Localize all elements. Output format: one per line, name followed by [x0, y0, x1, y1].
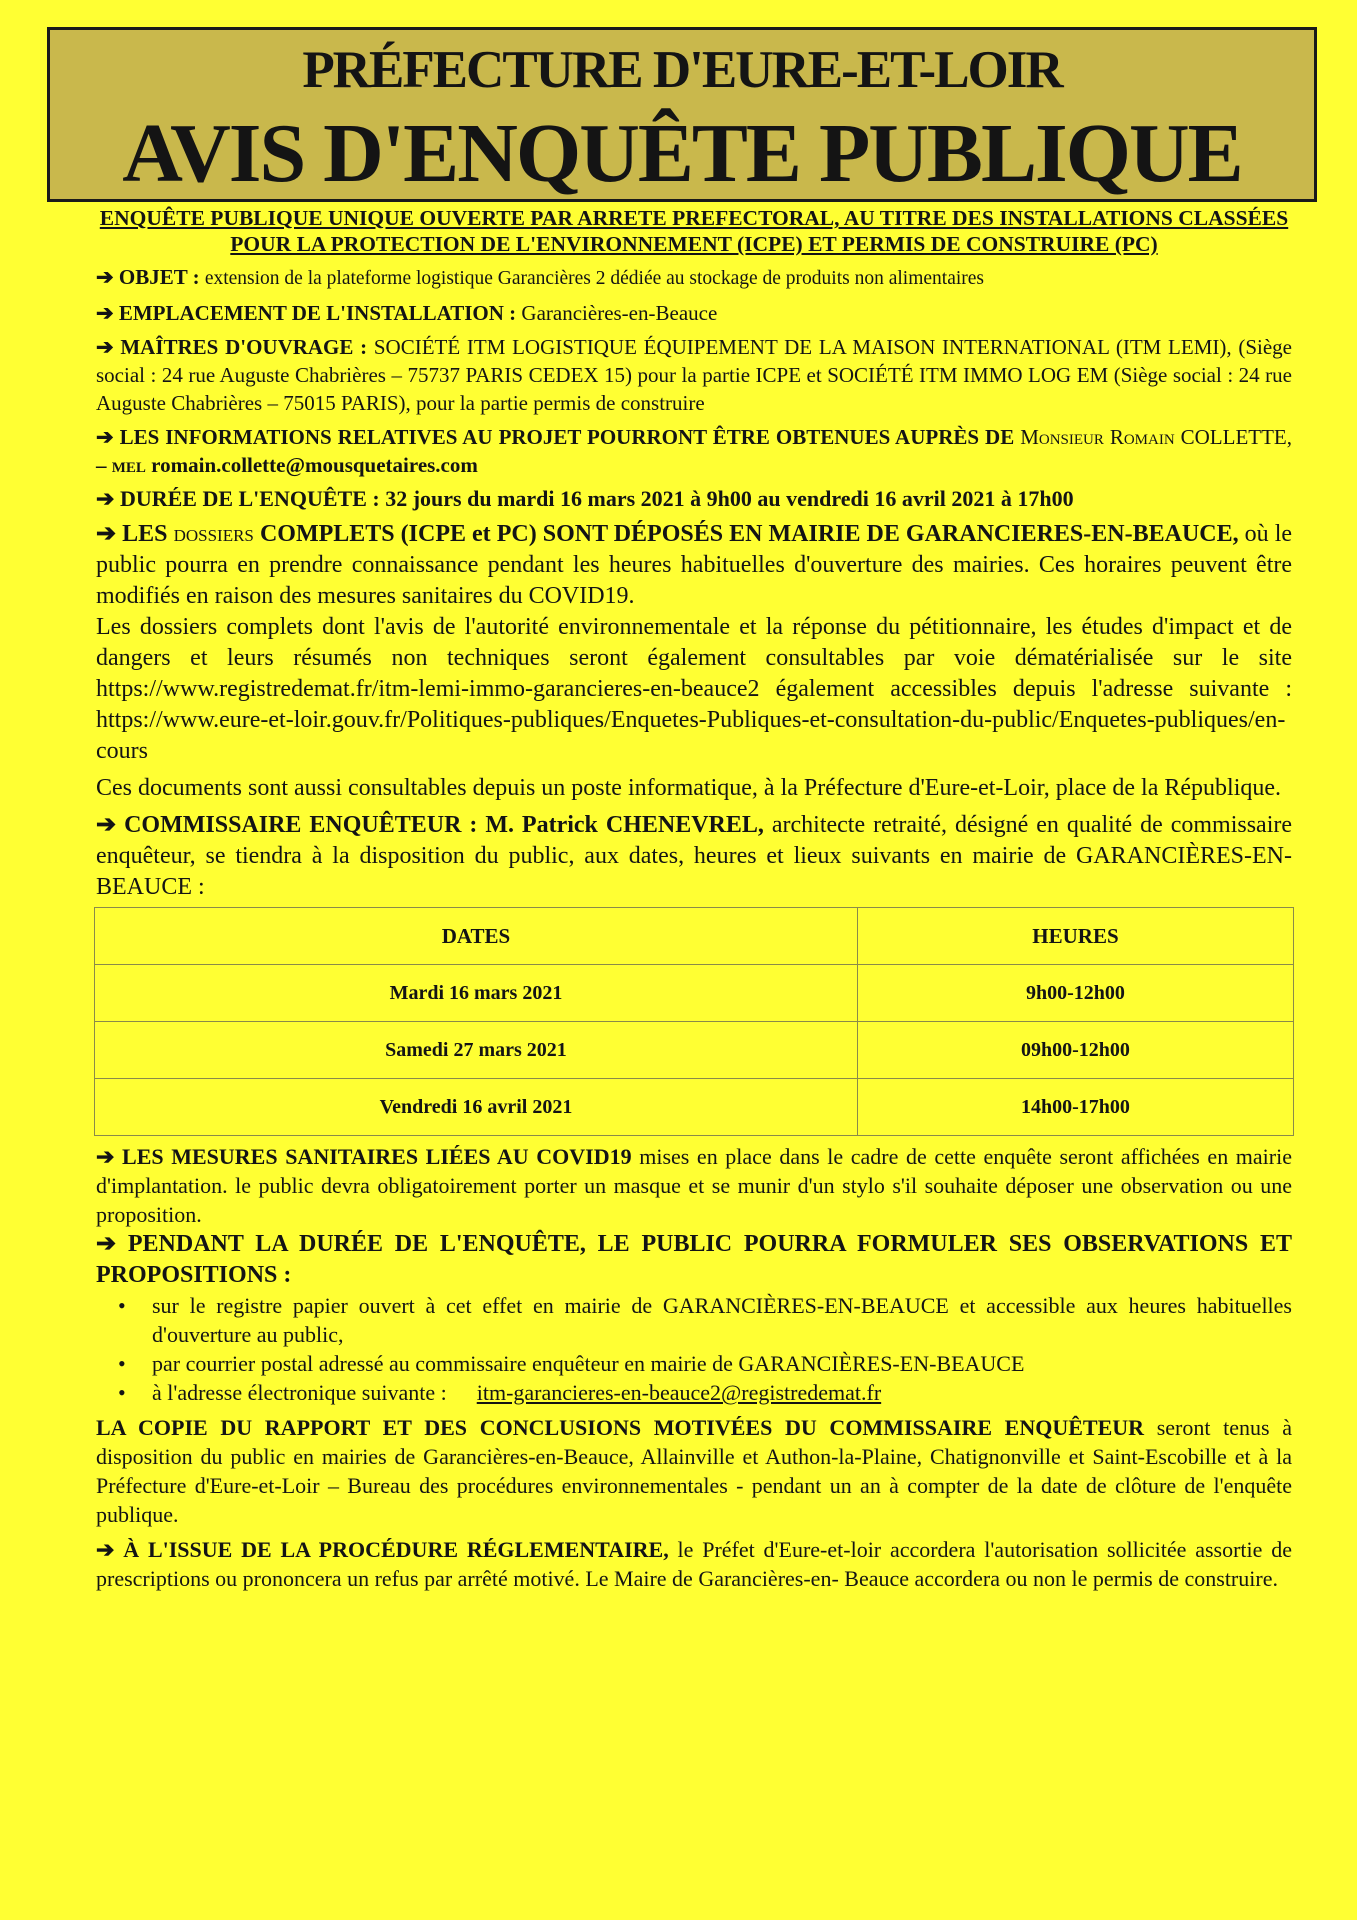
contact-name: Monsieur Romain COLLETTE, — [1020, 425, 1293, 449]
dossiers-label: COMPLETS (ICPE et PC) SONT DÉPOSÉS EN MAIRIE DE GARANCIERES-EN-BEAUCE, — [259, 521, 1239, 547]
emplacement-section — [96, 299, 1292, 327]
duree-text: DURÉE DE L'ENQUÊTE : 32 jours du mardi 16 mars 2021 à 9h00 au vendredi 16 avril 2021 à 17h00 — [119, 486, 1074, 511]
issue-label: À L'ISSUE DE LA PROCÉDURE RÉGLEMENTAIRE, — [123, 1537, 669, 1562]
commissaire-label: COMMISSAIRE ENQUÊTEUR : M. Patrick CHENEVREL, — [124, 812, 764, 838]
arrow-icon: ➔ — [96, 1231, 117, 1257]
objet-label: OBJET : — [118, 265, 200, 289]
issue-section — [96, 1535, 1292, 1593]
list-item: • sur le registre papier ouvert à cet effet en mairie de GARANCIÈRES-EN-BEAUCE et accessible aux heures habituelles d'ouverture au public, — [96, 1291, 1292, 1349]
commissaire-text: architecte retraité, désigné en qualité de commissaire enquêteur, se tiendra à la disposition du public, aux dates, heures et lieux suivants en mairie de GARANCIÈRES-EN-BEAUCE : — [96, 812, 1293, 900]
arrow-icon: ➔ — [96, 521, 117, 547]
issue-text: le Préfet d'Eure-et-loir accordera l'autorisation sollicitée assortie de prescriptions ou prononcera un refus par arrêté motivé. Le Maire de Garancières-en- Beauce accordera ou non le permis de construire. — [96, 1537, 1292, 1591]
dossiers-les: LES — [122, 521, 168, 547]
copie-label: LA COPIE DU RAPPORT ET DES CONCLUSIONS MOTIVÉES DU COMMISSAIRE ENQUÊTEUR — [96, 1415, 1145, 1440]
table-row — [95, 1079, 1294, 1136]
emplacement-text: Garancières-en-Beauce — [521, 301, 718, 325]
objet-text: extension de la plateforme logistique Garancières 2 dédiée au stockage de produits non alimentaires — [204, 268, 985, 289]
maitres-label: MAÎTRES D'OUVRAGE : — [120, 335, 368, 359]
maitres-text: SOCIÉTÉ ITM LOGISTIQUE ÉQUIPEMENT DE LA MAISON INTERNATIONAL (ITM LEMI), (Siège social : 24 rue Auguste Chabrières – 75737 PARIS CEDEX 15) pour la partie ICPE et SOCIÉTÉ ITM IMMO LOG EM (Siège social : 24 rue Auguste Chabrières – 75015 PARIS), pour la partie permis de construire — [96, 335, 1292, 415]
informations-label: LES INFORMATIONS RELATIVES AU PROJET POURRONT ÊTRE OBTENUES AUPRÈS DE — [119, 425, 1015, 449]
header-prefecture: PRÉFECTURE D'EURE-ET-LOIR — [302, 41, 1062, 99]
commissaire-section — [96, 810, 1292, 903]
duree-section — [96, 485, 1292, 513]
arrow-icon: ➔ — [96, 335, 114, 359]
header-box — [47, 27, 1317, 202]
paragraph-dossiers: Les dossiers complets dont l'avis de l'autorité environnementale et la réponse du pétitionnaire, les études d'impact et de dangers et leurs résumés non techniques seront également consultables par voie dématérialisée sur le site https://www.registredemat.fr/itm-lemi-immo-garancieres-en-beauce2 également accessibles depuis l'adresse suivante : https://www.eure-et-loir.gouv.fr/Politiques-publiques/Enquetes-Publiques-et-consultation-du-public/Enquetes-publiques/en-cours — [96, 614, 1292, 764]
emplacement-label: EMPLACEMENT DE L'INSTALLATION : — [118, 301, 517, 325]
mesures-text: mises en place dans le cadre de cette enquête seront affichées en mairie d'implantation. le public devra obligatoirement porter un masque et se munir d'un stylo s'il souhaite déposer une observation ou une proposition. — [96, 1144, 1292, 1227]
list-item-label: à l'adresse électronique suivante : — [152, 1380, 447, 1405]
arrow-icon: ➔ — [96, 425, 114, 449]
schedule-hours: 14h00-17h00 — [857, 1079, 1293, 1136]
subtitle: ENQUÊTE PUBLIQUE UNIQUE OUVERTE PAR ARRETE PREFECTORAL, AU TITRE DES INSTALLATIONS CLASSÉES POUR LA PROTECTION DE L'ENVIRONNEMENT (ICPE) ET PERMIS DE CONSTRUIRE (PC) — [99, 206, 1289, 256]
copie-text: seront tenus à disposition du public en mairies de Garancières-en-Beauce, Allainville et Authon-la-Plaine, Chatignonville et Saint-Escobille et à la Préfecture d'Eure-et-Loir – Bureau des procédures environnementales - pendant un an à compter de la date de clôture de l'enquête publique. — [96, 1415, 1293, 1527]
schedule-date: Samedi 27 mars 2021 — [95, 1022, 858, 1079]
header-hours: HEURES — [857, 908, 1293, 965]
arrow-icon: ➔ — [96, 1144, 115, 1169]
mesures-section — [96, 1142, 1292, 1229]
pendant-section — [96, 1229, 1292, 1291]
list-item — [96, 1378, 1292, 1407]
mesures-label: LES MESURES SANITAIRES LIÉES AU COVID19 — [122, 1144, 632, 1169]
schedule-date: Vendredi 16 avril 2021 — [95, 1079, 858, 1136]
arrow-icon: ➔ — [96, 301, 114, 325]
mel-label: – mel — [96, 453, 146, 477]
maitres-section — [96, 333, 1292, 417]
copie-section — [96, 1413, 1292, 1529]
schedule-date: Mardi 16 mars 2021 — [95, 965, 858, 1022]
arrow-icon: ➔ — [96, 812, 117, 838]
dossiers-word: dossiers — [173, 521, 254, 547]
table-header-row — [95, 908, 1294, 965]
arrow-icon: ➔ — [96, 265, 114, 289]
schedule-table — [94, 907, 1294, 1136]
dossiers-section — [96, 519, 1292, 612]
informations-section — [96, 423, 1292, 479]
schedule-hours: 09h00-12h00 — [857, 1022, 1293, 1079]
pendant-label: PENDANT LA DURÉE DE L'ENQUÊTE, LE PUBLIC POURRA FORMULER SES OBSERVATIONS ET PROPOSITIONS : — [96, 1231, 1293, 1288]
registre-email-link[interactable]: itm-garancieres-en-beauce2@registredemat.fr — [476, 1380, 882, 1405]
contact-email[interactable]: romain.collette@mousquetaires.com — [151, 453, 478, 477]
dossiers-text: où le public pourra en prendre connaissance pendant les heures habituelles d'ouverture des mairies. Ces horaires peuvent être modifiés en raison des mesures sanitaires du COVID19. — [96, 521, 1293, 609]
notice-content — [96, 205, 1292, 1593]
list-item: • par courrier postal adressé au commissaire enquêteur en mairie de GARANCIÈRES-EN-BEAUCE — [96, 1349, 1292, 1378]
table-row — [95, 965, 1294, 1022]
schedule-hours: 9h00-12h00 — [857, 965, 1293, 1022]
arrow-icon: ➔ — [96, 486, 115, 511]
paragraph-poste: Ces documents sont aussi consultables depuis un poste informatique, à la Préfecture d'Eure-et-Loir, place de la République. — [96, 775, 1282, 801]
header-title: AVIS D'ENQUÊTE PUBLIQUE — [122, 107, 1242, 200]
header-dates: DATES — [95, 908, 858, 965]
arrow-icon: ➔ — [96, 1537, 115, 1562]
objet-section — [96, 263, 1292, 293]
table-row — [95, 1022, 1294, 1079]
observation-list — [96, 1291, 1292, 1407]
